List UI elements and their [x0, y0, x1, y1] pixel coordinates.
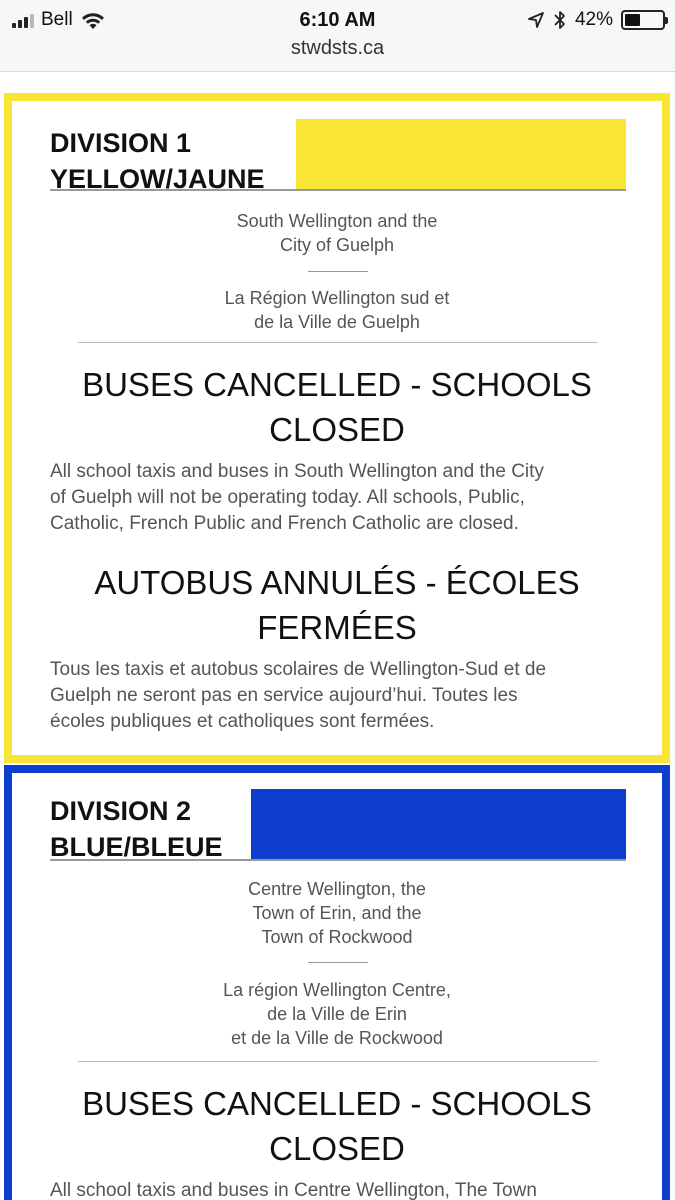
heading-line: BUSES CANCELLED - SCHOOLS — [82, 1085, 592, 1122]
message-line: Guelph ne seront pas en service aujourd’hui. Toutes les — [50, 685, 518, 706]
clock: 6:10 AM — [299, 9, 376, 31]
message-line: Tous les taxis et autobus scolaires de Wellington-Sud et de — [50, 659, 547, 680]
heading-line: CLOSED — [269, 1130, 405, 1167]
division-color-swatch — [251, 789, 626, 859]
division-title — [50, 793, 223, 865]
bluetooth-icon — [553, 9, 567, 31]
division-color-name: YELLOW/JAUNE — [50, 164, 265, 194]
area-divider — [308, 962, 368, 963]
status-message-english — [50, 459, 630, 537]
division-number: DIVISION 2 — [50, 796, 192, 826]
message-line: All school taxis and buses in Centre Wellington, The Town — [50, 1180, 537, 1200]
area-french — [12, 286, 662, 334]
battery-level — [625, 14, 640, 26]
division-1-card — [4, 93, 670, 763]
heading-line: FERMÉES — [257, 609, 417, 646]
battery-icon — [621, 10, 665, 30]
page-content — [0, 72, 675, 1200]
area-line: La région Wellington Centre, — [223, 980, 451, 1000]
status-heading-english — [12, 1081, 662, 1171]
division-title — [50, 125, 265, 197]
battery-percent: 42% — [574, 9, 613, 30]
message-line: Catholic, French Public and French Catholic are closed. — [50, 513, 519, 534]
area-line: La Région Wellington sud et — [224, 288, 450, 308]
division-color-name: BLUE/BLEUE — [50, 832, 223, 862]
address-bar-url[interactable]: stwdsts.ca — [290, 37, 385, 59]
status-heading-french — [12, 560, 662, 650]
heading-line: BUSES CANCELLED - SCHOOLS — [82, 366, 592, 403]
division-color-swatch — [296, 119, 626, 189]
location-arrow-icon — [527, 11, 545, 29]
status-bar — [0, 0, 675, 72]
area-line: Town of Erin, and the — [252, 903, 422, 923]
heading-line: AUTOBUS ANNULÉS - ÉCOLES — [94, 564, 580, 601]
area-english — [12, 209, 662, 257]
area-line: Centre Wellington, the — [248, 879, 426, 899]
message-line: écoles publiques et catholiques sont fermées. — [50, 711, 435, 732]
status-message-english — [50, 1178, 630, 1200]
status-message-french — [50, 657, 630, 735]
section-divider — [78, 342, 598, 343]
status-heading-english — [12, 362, 662, 452]
section-divider — [78, 1061, 598, 1062]
status-right — [527, 7, 665, 33]
area-line: de la Ville de Guelph — [254, 312, 420, 332]
carrier-name: Bell — [41, 9, 73, 30]
area-line: de la Ville de Erin — [267, 1004, 407, 1024]
division-number: DIVISION 1 — [50, 128, 192, 158]
heading-line: CLOSED — [269, 411, 405, 448]
area-french — [12, 978, 662, 1050]
division-header — [50, 119, 626, 194]
message-line: of Guelph will not be operating today. All schools, Public, — [50, 487, 525, 508]
area-line: Town of Rockwood — [261, 927, 413, 947]
message-line: All school taxis and buses in South Wellington and the City — [50, 461, 544, 482]
area-line: City of Guelph — [279, 235, 395, 255]
division-2-card — [4, 765, 670, 1200]
area-line: South Wellington and the — [236, 211, 438, 231]
area-line: et de la Ville de Rockwood — [231, 1028, 443, 1048]
area-divider — [308, 271, 368, 272]
division-header — [50, 789, 626, 861]
area-english — [12, 877, 662, 949]
